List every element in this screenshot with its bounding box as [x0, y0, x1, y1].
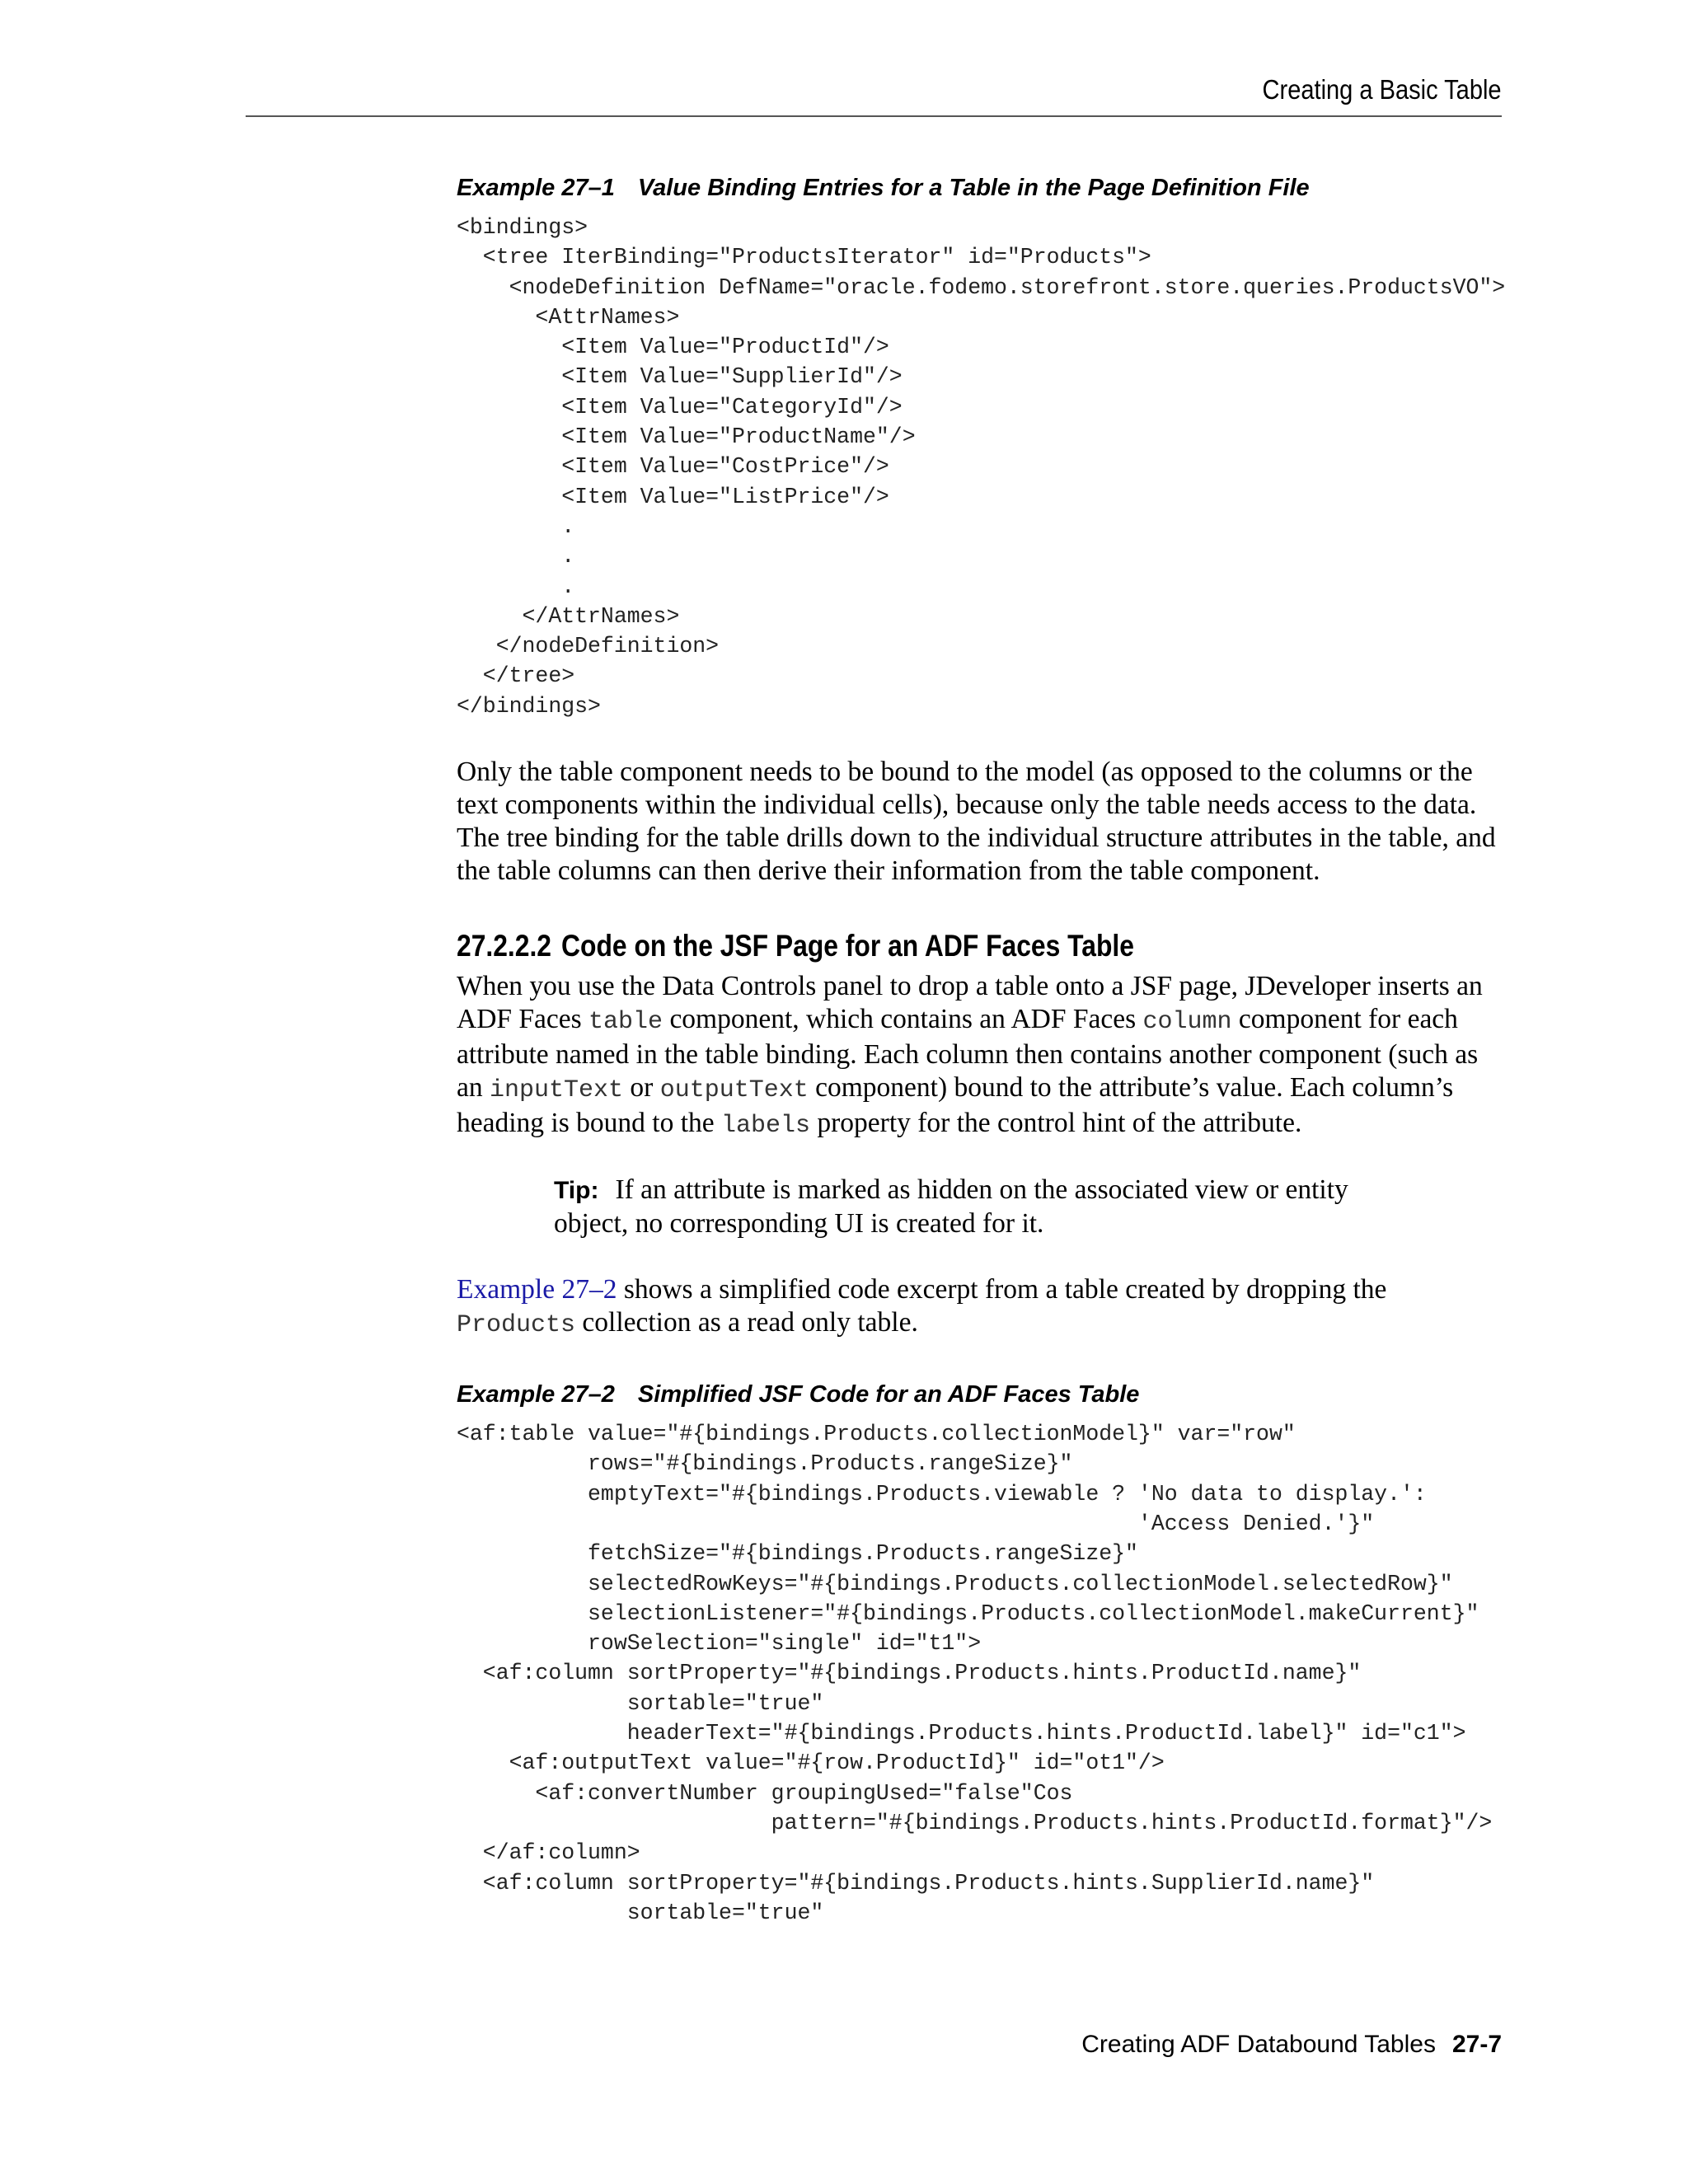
- example-caption: [457, 1378, 1502, 1419]
- section-heading: [457, 926, 1355, 967]
- code-block: <bindings> <tree IterBinding="ProductsIterator" id="Products"> <nodeDefinition DefName="oracle.fodemo.storefront.store.queries.ProductsVO"> <AttrNames> <Item Value="ProductId"/> <Item Value="SupplierId"/> <Item Value="CategoryId"/> <Item Value="ProductName"/> <Item Value="CostPrice"/> <Item Value="ListPrice"/> . . . </AttrNames> </nodeDefinition> </tree> </bindings>: [457, 215, 1506, 719]
- text-run: When you use the Data Controls panel to drop a table onto a JSF page, JDeveloper inserts an ADF Faces: [457, 971, 1483, 1035]
- example-caption: [457, 171, 1502, 213]
- section-title: Code on the JSF Page for an ADF Faces Table: [561, 929, 1134, 963]
- inline-code: outputText: [659, 1076, 809, 1105]
- code-block: <af:table value="#{bindings.Products.collectionModel}" var="row" rows="#{bindings.Products.rangeSize}" emptyText="#{bindings.Products.viewable ? 'No data to display.': 'Access Denied.'}" fetchSize="#{bindings.Products.rangeSize}" selectedRowKeys="#{bindings.Products.collectionModel.selectedRow}" selectionListener="#{bindings.Products.collectionModel.makeCurrent}" rowSelection="single" id="t1"> <af:column sortProperty="#{bindings.Products.hints.ProductId.name}" sortable="true" headerText="#{bindings.Products.hints.ProductId.label}" id="c1"> <af:outputText value="#{row.ProductId}" id="ot1"/> <af:convertNumber groupingUsed="false"Cos pattern="#{bindings.Products.hints.ProductId.format}"/> </af:column> <af:column sortProperty="#{bindings.Products.hints.SupplierId.name}" sortable="true": [457, 1422, 1493, 1925]
- example-link[interactable]: Example 27–2: [457, 1274, 617, 1305]
- page-content: [457, 171, 1506, 1928]
- example-title: Simplified JSF Code for an ADF Faces Table: [637, 1381, 1140, 1408]
- text-run: component) bound to the attribute’s value. Each column’s heading is bound to the: [457, 1072, 1454, 1139]
- inline-code: table: [588, 1008, 663, 1037]
- running-header-title: Creating a Basic Table: [1262, 74, 1502, 105]
- page-footer: [1081, 2031, 1502, 2059]
- body-paragraph: Only the table component needs to be bound to the model (as opposed to the columns or the text components within the individual cells), because only the table needs access to the data. The tree binding for the table drills down to the individual structure attributes in the table, and the table columns can then derive their information from the table component.: [457, 757, 1496, 887]
- body-paragraph: [457, 1273, 1502, 1342]
- section-number: 27.2.2.2: [457, 929, 552, 963]
- inline-code: labels: [721, 1112, 811, 1141]
- inline-code: inputText: [490, 1076, 624, 1105]
- text-run: component for each attribute named in the table binding. Each column then contains another component (such as an: [457, 1004, 1479, 1104]
- example-number: Example 27–1: [457, 175, 615, 201]
- inline-code: Products: [457, 1311, 576, 1340]
- inline-code: column: [1142, 1008, 1232, 1037]
- footer-title: Creating ADF Databound Tables: [1081, 2031, 1436, 2058]
- text-run: or: [623, 1072, 660, 1104]
- tip-text: If an attribute is marked as hidden on the associated view or entity object, no corresponding UI is created for it.: [554, 1174, 1348, 1240]
- page-header: [246, 71, 1502, 117]
- text-run: collection as a read only table.: [575, 1307, 918, 1338]
- text-run: shows a simplified code excerpt from a table created by dropping the: [617, 1274, 1387, 1305]
- tip-note: [554, 1174, 1428, 1240]
- text-run: property for the control hint of the attribute.: [810, 1108, 1302, 1139]
- body-paragraph: [457, 970, 1502, 1142]
- tip-label: Tip:: [554, 1177, 599, 1205]
- example-number: Example 27–2: [457, 1381, 615, 1408]
- page-number: 27-7: [1451, 2031, 1502, 2058]
- text-run: component, which contains an ADF Faces: [663, 1004, 1143, 1035]
- example-title: Value Binding Entries for a Table in the Page Definition File: [637, 175, 1310, 201]
